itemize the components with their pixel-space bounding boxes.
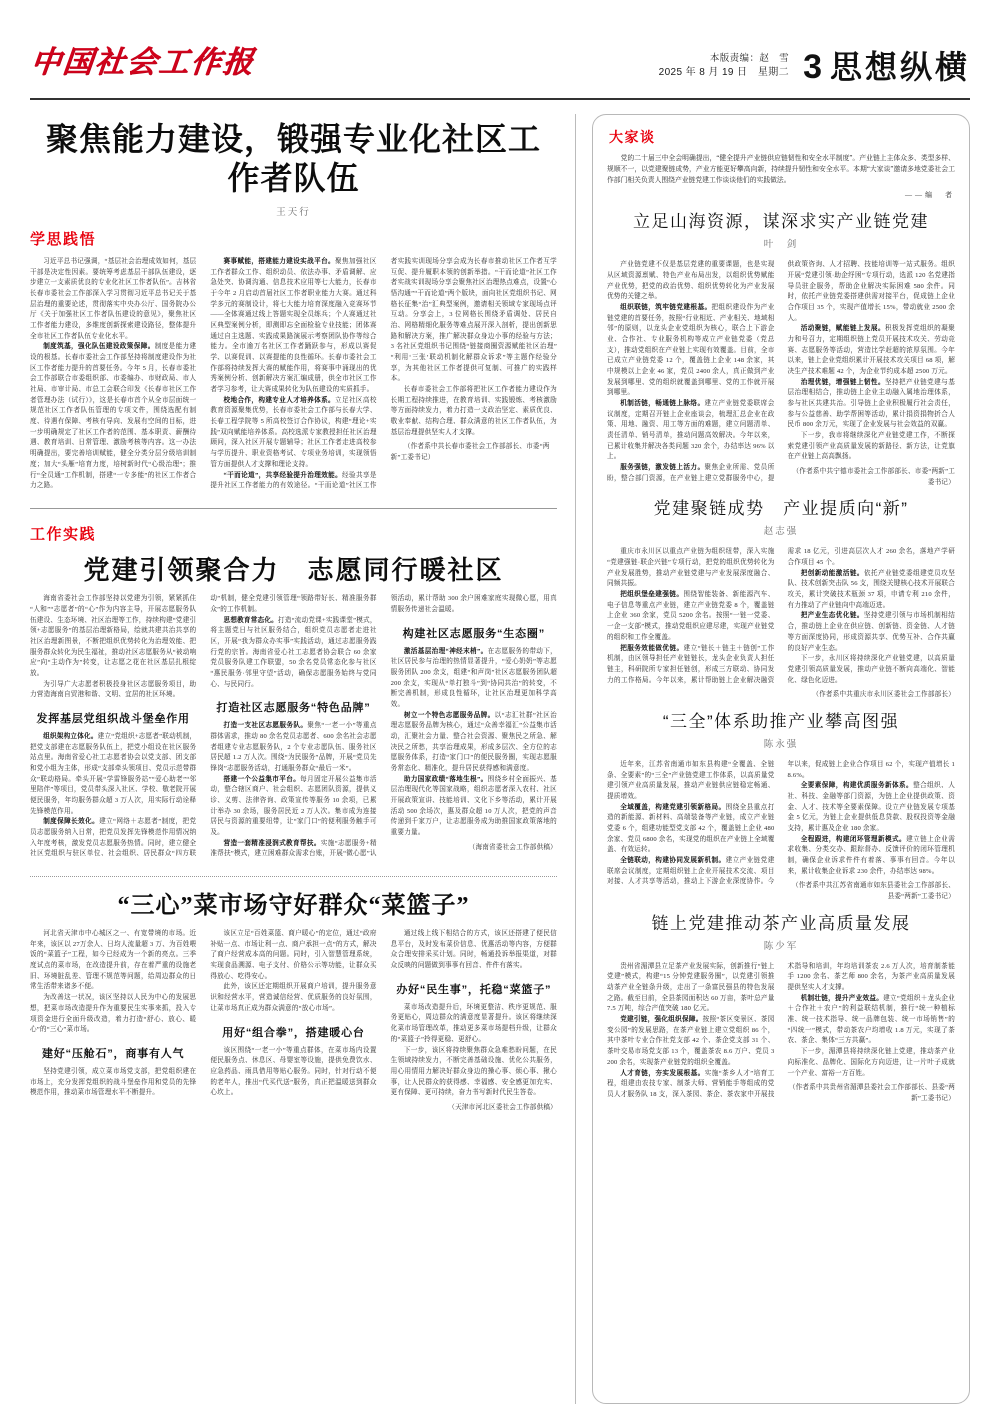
- article2-credit: （海南省委社会工作部供稿）: [468, 843, 557, 851]
- paragraph: 全域覆盖，构建党建引领新格局。围绕全县重点打造的新能源、新材料、高端装备等产业链，成立产业链党委 6 个，组建功能型党支部 42 个，覆盖链上企业 480 余家、党员 6800 余名，实现党的组织在产业链上全域覆盖、有效运转。: [607, 803, 775, 854]
- paragraph: 海南省委社会工作部坚持以党建为引领，紧紧抓住“人和”“志愿者”的“心”作为内容主导，开展志愿服务队伍建设、生态环境、社区治理等工作，持续构建“党建引领+志愿服务”的基层治理新格局，绘就共建共治共享的社区治理新图景，不断把组织优势转化为治理效能、把服务群众转化为民生福祉，推动社区志愿服务从“被动响应”向“主动作为”转变，让志愿之花在社区基层扎根绽放。: [30, 595, 197, 678]
- panel-kicker: 大家谈: [609, 129, 656, 145]
- section-header: [803, 50, 970, 84]
- right-article2-body: [607, 547, 955, 700]
- paragraph: 菜市场改造提升后，环境更整洁、秩序更规范、服务更贴心，周边群众的满意度显著提升。该区将继续深化菜市场管理改革，推动更多菜市场提档升级，让群众的“菜篮子”拎得更稳、更舒心。: [390, 1003, 557, 1043]
- paragraph: 制度筑基，强化队伍建设政策保障。制度是能力建设的根基。长春市委社会工作部坚持将制度建设作为社区工作者能力提升的首要任务。今年 5 月，长春市委社会工作部联合市委组织部、市委编办、市财政局、市人社局、市审计局、市总工会联合印发《长春市社区工作者管理办法（试行）》，这是长春市首个从全市层面统一规范社区工作者队伍管理的专项文件，围绕选配有制度、待遇有保障、考核有导向、发展有空间的目标，进一步明确规定了社区工作者的范围、基本职责、薪酬待遇、教育培训、日常管理、激励考核等内容。这一办法明确提出，要完善培训赋能，健全分类分层分级培训制度；加大“头雁”培育力度，培树新时代“心级治理”；推行“全员通”工作机制，搭建“一专多能”的社区工作者合力之路。: [30, 343, 197, 490]
- paragraph: 下一步，我市将继续深化产业链党建工作，不断探索党建引领产业高质量发展的新路径、新方法，让党旗在产业链上高高飘扬。: [787, 432, 955, 461]
- paragraph: 赛事赋能，搭建能力建设实战平台。聚焦加强社区工作者群众工作、组织动员、依法办事、矛盾调解、应急处突、协调沟通、信息技术应用等七大能力，长春市于今年 2 月启动首届社区工作者职业能力大赛。通过科学多元的赛制设计，将七大能力培育深度融入竞赛环节——全体赛通过线上答题实现全员练兵；个人赛通过社区典型案例分析，即测即忘全面检验专业技能；团体赛通过自主选题、实践成果路演展示考察团队协作等综合能力。全市逾万名社区工作者踊跃参与，形成以赛促学、以赛促训、以赛提能的良性循环。长春市委社会工作部将持续发挥大赛的赋能作用，将赛事中涌现出的优秀案例分析、创新解决方案汇编成册，供全市社区工作者学习参考，让大赛成果转化为队伍建设的实质抓手。: [210, 258, 377, 394]
- paragraph: 为引导广大志愿者积极投身社区志愿服务项目，助力营造海南自贸港和谐、文明、宜居的社区环境。: [30, 680, 197, 699]
- right-article4-body: [607, 962, 955, 1105]
- paragraph: 下一步，永川区将持续深化产业链党建，以高质量党建引领高质量发展，推动产业链不断向高端化、智能化、绿色化迈进。: [787, 655, 955, 684]
- paragraph: 助力国家政绩“落地生根”。围绕乡村全面振兴、基层治理现代化等国家战略，组织志愿者深入农村、社区开展政策宣讲、技能培训、文化下乡等活动，累计开展活动 500 余场次，惠及群众超 10 万人次，把党的声音传递到千家万户，让志愿服务成为助推国家政策落地的重要力量。: [390, 775, 557, 837]
- right-article1-credit: （作者系中共宁德市委社会工作部部长、市委“两新”工委书记）: [792, 468, 955, 486]
- paragraph: 校地合作，构建专业人才培养体系。立足社区高校教育资源聚集优势，长春市委社会工作部与长春大学、长春工程学院等 5 所高校签订合作协议，构建“理论+实践”双向赋能培养体系。高校选派专家教授担任社区治理顾问，深入社区开展专题辅导；社区工作者走进高校参与学历提升、职业资格考试、专项业务培训，实现领悟管方面提供人才支撑和理论支持。: [210, 396, 377, 468]
- paragraph: 机制壮链，提升产业效益。建立“党组织＋龙头企业＋合作社＋农户”的利益联结机制，推行“统一种植标准、统一技术指导、统一品牌包装、统一市场销售”的“四统一”模式，带动茶农户均增收 1.8 万元，实现了茶农、茶企、集体“三方共赢”。: [787, 994, 955, 1045]
- right-article3-body: [607, 760, 955, 903]
- editor-lead-note: [607, 153, 955, 201]
- paragraph: “干而论道”，共享经验提升治理效能。经验共享是提升社区工作者能力的有效途径。“干而论道”社区工作者实践实训现场分享会成为长春市推动社区工作者互学互促、提升履职本领的创新举措。“干而论道”社区工作者实战实训现场分享会聚焦社区治理热点难点，设置“心悟沟通”“干而论道”两个版块，面向社区党组织书记、网格长征集“治”汇典型案例，邀请相关领域专家现场点评互动。分享会上，3 位网格长围绕矛盾调处、居民自治、网格精细化服务等难点展开深入剖析，提出创新思路和解决方案，推广解决群众身边小事的经验与方法；3 名社区党组织书记围绕“链接商圈资源赋能社区治理”“利用‘三张’联动机制化解群众诉求”等主题作经验分享，为其他社区工作者提供可复制、可推广的实践样本。: [210, 258, 557, 490]
- paragraph: 把产业生态优化链。坚持党建引领与市场机制相结合，推动链上企业在供应链、创新链、资金链、人才链等方面深度协同，形成资源共享、优势互补、合作共赢的良好产业生态。: [787, 612, 955, 652]
- page-editor-label: 本版责编：赵 雪: [709, 52, 790, 64]
- article3-section-title: 办好“民生事”，托稳“菜篮子”: [396, 983, 552, 996]
- paragraph: 营造一套精准浸润式教育帮扶。实施“志愿服务+精准帮扶”模式，建立困难群众需求台账，开展“微心愿”认领活动，累计帮助 300 余户困难家庭实现微心愿，用真情服务传递社会温暖。: [210, 595, 557, 858]
- article3-section-title: 用好“组合拳”，搭建暖心台: [222, 1026, 365, 1039]
- paragraph: 治理优链，增强链上韧性。坚持把产业链党建与基层治理相结合，推动链上企业主动融入属地治理体系，参与社区共建共治。引导链上企业积极履行社会责任，参与公益慈善、助学帮困等活动，累计捐资捐物折合人民币 800 余万元，实现了企业发展与社会效益的双赢。: [787, 378, 955, 429]
- article2-kicker: 工作实践: [30, 525, 97, 543]
- paragraph: 下一步，该区将持续聚焦群众急难愁盼问题，在民生领域持续发力，不断完善基础设施、优化公共服务，用心用情用力解决好群众身边的操心事、烦心事、揪心事，让人民群众的获得感、幸福感、安全感更加充实、更有保障、更可持续，奋力书写新时代民生答卷。: [390, 1046, 557, 1097]
- article-separator-1: [30, 508, 557, 509]
- article3-section-title: 建好“压舱石”，商事有人气: [41, 1047, 185, 1060]
- lead-note-text: 党的二十届三中全会明确提出，“健全提升产业链供应链韧性和安全水平制度”。产业链上主体众多、类型多样、规顺不一，以党建聚链成势，产业方能更好攀高向新，持续提升韧性和安全水平。本期“大家谈”邀请多地党委社会工作部门相关负责人围绕产业链党建工作谈谈他们的实践做法。: [607, 155, 955, 185]
- paragraph: 激活基层治理“神经末梢”。在志愿服务的带动下，社区居民参与治理的热情显著提升，“爱心奶奶”等志愿服务团队 200 余支，组建“和声岗”社区志愿服务团队超 200 余支，实现从“单打独斗”到“协同共治”的转变，不断完善机制，形成良性循环，让社区治理更加科学高效。: [390, 647, 557, 709]
- right-column: [576, 114, 970, 1404]
- paragraph: 全链联动，构建协同发展新机制。建立产业链党建联席会议制度，定期组织链上企业开展技术交流、项目对接、人才共享等活动，推动上下游企业深度协作。今年以来，促成链上企业合作项目 62 个，实现产值增长 18.6%。: [607, 760, 955, 886]
- paragraph: 活动聚链，赋能链上发展。积极发挥党组织的凝聚力和号召力，定期组织链上党员开展技术攻关、劳动竞赛、志愿服务等活动，营造比学赶超的浓厚氛围。今年以来，链上企业党组织累计开展技术攻关项目 68 项，解决生产技术难题 42 个，为企业节约成本超 2500 万元。: [787, 325, 955, 375]
- article-three-hearts-market: [30, 891, 557, 1113]
- left-column: [30, 114, 575, 1404]
- article3-credit: （天津市河北区委社会工作部供稿）: [448, 1103, 557, 1111]
- article2-headline: 党建引领聚合力 志愿同行暖社区: [83, 554, 504, 585]
- paragraph: 组织架构立体化。建立“党组织+志愿者”联动机制，把党支部建在志愿服务队伍上，把党小组设在社区服务站点里。海南省爱心社工志愿者协会以党支部、团支部和党小组为主体，形成“支部牵头领项目、党员示范带群众”联动格局。牵头开展“学雷锋服务站”“爱心助老”“邻里陪伴”等项目，党员带头深入社区、学校、敬老院开展便民服务，年均服务群众超 3 万人次，用实际行动诠释先锋模范作用。: [30, 733, 197, 815]
- article2-body: [30, 594, 557, 860]
- paragraph: 该区立足“百姓菜篮、商户暖心”的定位，通过“政府补贴一点、市场让利一点、商户承担一点”的方式，解决了商户经营成本高的问题。同时，引入智慧管理系统，实现食品溯源、电子支付、价格公示等功能，让群众买得放心、吃得安心。: [210, 930, 377, 980]
- paragraph: 重庆市永川区以重点产业链为组织纽带，深入实施“党建强链·联企兴链”专项行动，把党的组织优势转化为产业发展胜势，推动产业链党建与产业发展深度融合、同频共振。: [607, 548, 775, 588]
- right-article-shanhai: [607, 211, 955, 488]
- newspaper-logo: 中国社会工作报: [29, 46, 257, 79]
- article1-headline: 聚焦能力建设，锻强专业化社区工作者队伍: [45, 121, 541, 197]
- paragraph: 把组织堡垒建强链。围绕智能装备、新能源汽车、电子信息等重点产业链，建立产业链党委 8 个，覆盖链上企业 360 余家，党员 5200 余名。按照“一链一党委、一企一支部”模式，推动党组织应建尽建，实现产业链党的组织和工作全覆盖。: [607, 591, 775, 641]
- article1-kicker: 学思践悟: [30, 231, 97, 249]
- article2-section-title: 打造社区志愿服务“特色品牌”: [216, 702, 371, 715]
- paragraph: 机制活链，畅通链上脉络。建立产业链党委联席会议制度，定期召开链上企业座谈会，梳理汇总企业在政策、用地、融资、用工等方面的难题，建立问题清单、责任清单、销号清单，推动问题高效解决。今年以来，已累计收集并解决各类问题 320 余个，办结率达 96% 以上。: [607, 399, 775, 461]
- paragraph: 河北省天津市中心城区之一、有宽带境的市场。近年来，该区以 27万余人、日均人流量超 3 万、为百姓喂饭的“菜篮子”工程，如今已经成为一个新的亮点。三季度试点的菜市场，在改造提升前，存在着严重的设施老旧、环境脏乱差、管理不规范等问题，给周边群众的日常生活带来诸多不便。: [30, 930, 197, 991]
- paragraph: 长春市委社会工作部将把社区工作者能力建设作为长期工程持续推进，在教育培训、实践锻炼、考核激励等方面持续发力，着力打造一支政治坚定、素质优良、敬业奉献、结构合理、群众满意的社区工作者队伍，为基层治理提供坚实人才支撑。: [390, 386, 557, 436]
- right-article4-credit: （作者系中共贵州省湄潭县委社会工作部部长、县委“两新”工委书记）: [788, 1084, 955, 1102]
- right-article3-headline: “三全”体系助推产业攀高图强: [662, 711, 900, 731]
- paragraph: 下一步，湄潭县将持续深化链上党建，推动茶产业向标准化、品牌化、国际化方向迈进，让一片叶子成就一个产业、富裕一方百姓。: [787, 1048, 955, 1077]
- masthead-meta: [659, 52, 789, 84]
- masthead-divider: [30, 98, 970, 100]
- paragraph: 制度保障长效化。建立“网络＋志愿者”制度，把党员志愿服务纳入日常，把党员发挥先锋模范作用情况纳入年度考核，激发党员志愿服务热情。同时，建立健全社区党组织与驻区单位、社会组织、居民群众“四方联动”机制，健全党建引领管理“领路带好长、精准服务群众”的工作机制。: [30, 595, 377, 858]
- right-article2-byline: 赵志强: [763, 526, 799, 538]
- article1-byline: 王天行: [276, 207, 311, 219]
- article-separator-2: [30, 876, 557, 877]
- paragraph: 贵州省湄潭县立足茶产业发展实际，创新推行“链上党建”模式，构建“15 分钟党建服务圈”，以党建引领推动茶产业全链条升级，走出了一条富民强县的特色发展之路。截至目前，全县茶园面积达 60 万亩，茶叶总产量 7.5 万吨，综合产值突破 180 亿元。: [607, 962, 775, 1013]
- article1-body: [30, 257, 557, 492]
- paragraph: 把服务效能做优链。建立“链长＋链主＋链创”工作机制，由区领导担任产业链链长，龙头企业负责人担任链主，科研院所专家担任链创，形成三方联动、协同发力的工作格局。今年以来，累计帮助链上企业解决融资需求 18 亿元，引进高层次人才 260 余名，落地产学研合作项目 45 个。: [607, 548, 955, 684]
- page-content: [0, 114, 1000, 1404]
- paragraph: 服务强链，激发链上活力。聚焦企业所需、党员所盼，整合部门资源，在产业链上建立党群服务中心，提供政策咨询、人才招聘、技能培训等一站式服务。组织开展“党建引领·助企纾困”专项行动，选派 120 名党建指导员驻企服务，帮助企业解决实际困难 580 余件。同时，依托产业链党委搭建供需对接平台，促成链上企业合作项目 35 个，实现产值增长 15%，带动就业 2500 余人。: [607, 261, 955, 482]
- masthead: [0, 0, 1000, 92]
- paragraph: 组织联链，筑牢链党建根基。把组织建设作为产业链党建的首要任务，按照“行业相近、产业相关、地域相邻”的原则，以龙头企业党组织为核心，联合上下游企业、合作社、专业服务机构等成立产业链党委（党总支），推动党组织在产业链上实现有效覆盖。目前，全市已成立产业链党委 12 个，覆盖链上企业 148 余家，其中规模以上企业 46 家，党员 2400 余人，真正做到产业发展到哪里、党的组织就覆盖到哪里、党的工作就开展到哪里。: [607, 303, 775, 397]
- article-party-building-volunteers: [30, 523, 557, 860]
- right-article1-headline: 立足山海资源，谋深求实产业链党建: [633, 212, 929, 232]
- editor-signature: ——编 者: [905, 190, 955, 199]
- paragraph: 树立一个特色志愿服务品牌。以“志汇社群”社区治理志愿服务品牌为核心，通过“众善幸福汇”公益集市活动，汇聚社会力量、整合社会资源、聚焦民之所急、解决民之所愁，共享治理成果，形成多层次、全方位的志愿服务体系，打造“家门口”的便民服务圈，实现志愿服务常态化、精准化，提升居民获得感和满意度。: [390, 711, 557, 773]
- right-article-julian: [607, 498, 955, 701]
- paragraph: 通过线上线下相结合的方式，该区还搭建了便民信息平台，及时发布菜价信息、优惠活动等内容，方便群众合理安排采买计划。同时，畅通投诉举报渠道，对群众反映的问题做到事事有回音、件件有落实。: [390, 930, 557, 970]
- right-article4-byline: 陈少军: [763, 940, 799, 952]
- paragraph: 坚持党建引领，成立菜市场党支部，把党组织建在市场上，充分发挥党组织的战斗堡垒作用和党员的先锋模范作用，推动菜市场管理水平不断提升。: [30, 1067, 197, 1097]
- paragraph: 党建引链，强化组织保障。按照“茶区变景区、茶园变公园”的发展思路，在茶产业链上建立党组织 86 个，其中茶叶专业合作社党支部 42 个、茶企党支部 31 个、茶叶交易市场党支部 13 个，覆盖茶农 8.6 万户、党员 3200 余名，实现茶产业链党的组织全覆盖。: [607, 1016, 775, 1066]
- dajiatan-panel: [592, 114, 970, 1404]
- right-article2-headline: 党建聚链成势 产业提质向“新”: [653, 499, 909, 519]
- paragraph: 人才育链，夯实发展根基。实施“茶乡人才”培育工程，组建由农技专家、制茶大师、营销能手等组成的党员人才服务队 18 支，深入茶园、茶企、茶农家中开展技术指导和培训，年均培训茶农 2.6 万人次，培育制茶能手 1200 余名、茶艺师 800 余名，为茶产业高质量发展提供坚实人才支撑。: [607, 962, 955, 1098]
- article3-body: [30, 929, 557, 1113]
- right-article1-body: [607, 260, 955, 488]
- paragraph: 思想教育常态化。打造“流动党课+实践课堂”模式，将主题党日与社区服务结合，组织党员志愿者走进社区，开展“我为群众办实事”实践活动，通过志愿服务践行党的宗旨。海南省爱心社工志愿者协会联合 60 余家党员服务队建工作联盟，50 余名党员常态化参与社区“惠民服务·邻里守望”活动，确保志愿服务始终与党同心、与民同行。: [210, 616, 377, 688]
- paragraph: 习近平总书记强调，“基层社会治理成效如何，基层干部是决定性因素。要统筹考虑基层干部队伍建设，逐步建立一支素质优良的专业化社区工作者队伍”。吉林省长春市委社会工作部深入学习贯彻习近平总书记关于基层治理的重要论述，贯彻落实中央办公厅、国务院办公厅《关于加强社区工作者队伍建设的意见》，聚焦社区工作者能力建设，多维度创新探索建设路径，整体提升全市社区工作者队伍专业化水平。: [30, 258, 197, 340]
- article1-credit: （作者系中共长春市委社会工作部部长、市委“两新”工委书记）: [390, 443, 550, 462]
- paragraph: 把创新动能激活链。依托产业链党委组建党员攻坚队、技术创新突击队 56 支，围绕关键核心技术开展联合攻关，累计突破技术瓶颈 37 项，申请专利 210 余件，有力推动了产业链向中高端迈进。: [787, 569, 955, 609]
- paragraph: 近年来，江苏省南通市如东县构建“全覆盖、全链条、全要素”的“三全”产业链党建工作体系，以高质量党建引领产业高质量发展，推动产业链供应链稳定畅通、提质增效。: [607, 760, 775, 800]
- right-article-sanquan: [607, 711, 955, 903]
- right-article-tea: [607, 913, 955, 1105]
- masthead-right-group: [659, 50, 970, 92]
- paragraph: 搭建一个公益集市平台。每月固定开展公益集市活动，整合辖区商户、社会组织、志愿团队资源，提供义诊、义剪、法律咨询、政策宣传等服务 10 余项，已累计举办 30 余场，服务居民近 2 万人次。集市成为连接居民与资源的重要纽带，让“家门口”的便利服务触手可及。: [210, 775, 377, 837]
- paragraph: 产业链党建不仅是基层党建的重要课题，也是实现从区域资源禀赋、特色产业布局出发，以组织优势赋能产业优势，把党的政治优势、组织优势转化为产业发展优势的关键之举。: [607, 261, 775, 301]
- paragraph: 打造一支社区志愿服务队。聚焦“一老一小”等重点群体需求，推动 80 余名党员志愿者、600 余名社会志愿者组建专业志愿服务队，2 个专业志愿队伍、服务社区居民超 1.2 万人次。围绕“为民服务”品牌，开展“党员先锋岗”志愿服务活动，打通服务群众“最后一米”。: [210, 722, 377, 773]
- right-article3-byline: 陈永强: [763, 738, 799, 750]
- paragraph: 此外，该区还定期组织开展商户培训，提升服务意识和经营水平，营造诚信经营、优质服务的良好氛围，让菜市场真正成为群众满意的“放心市场”。: [210, 983, 377, 1012]
- article-capacity-building: [30, 120, 557, 492]
- right-article4-headline: 链上党建推动茶产业高质量发展: [651, 913, 911, 933]
- right-article2-credit: （作者系中共重庆市永川区委社会工作部部长）: [812, 691, 955, 699]
- article2-section-title: 发挥基层党组织战斗堡垒作用: [36, 713, 190, 726]
- page-number: 3: [803, 48, 822, 86]
- section-name: 思想纵横: [829, 49, 970, 85]
- paragraph: 为改善这一状况，该区坚持以人民为中心的发展思想，把菜市场改造提升作为重要民生实事来抓，投入专项资金进行全面升级改造，着力打造“舒心、放心、暖心”的“三心”菜市场。: [30, 994, 197, 1034]
- right-article3-credit: （作者系中共江苏省南通市如东县委社会工作部部长、县委“两新”工委书记）: [791, 882, 955, 901]
- right-article1-byline: 叶 剑: [763, 239, 799, 251]
- paragraph: 全程跟进，构建闭环管理新模式。建立链上企业需求收集、分类交办、跟踪督办、反馈评价的闭环管理机制，确保企业诉求件件有着落、事事有回音。今年以来，累计收集企业诉求 230 余件，办结率达 98%。: [787, 835, 956, 875]
- publication-dateline: 2025 年 8 月 19 日 星期二: [658, 66, 790, 78]
- article3-headline: “三心”菜市场守好群众“菜篮子”: [117, 893, 470, 920]
- article2-section-title: 构建社区志愿服务“生态圈”: [402, 627, 546, 640]
- paragraph: 该区围绕“一老一小”等重点群体，在菜市场内设置便民服务点、休息区、母婴室等设施，提供免费饮水、应急药品、雨具借用等贴心服务。同时，针对行动不便的老年人，推出“代买代送”服务，真正把温暖送到群众心坎上。: [210, 1046, 377, 1097]
- paragraph: 全要素保障，构建优质服务新体系。整合组织、人社、科技、金融等部门资源，为链上企业提供政策、资金、人才、技术等全要素保障。设立产业链发展专项基金 5 亿元，为链上企业提供低息贷款、股权投资等金融支持，累计惠及企业 180 余家。: [787, 782, 955, 832]
